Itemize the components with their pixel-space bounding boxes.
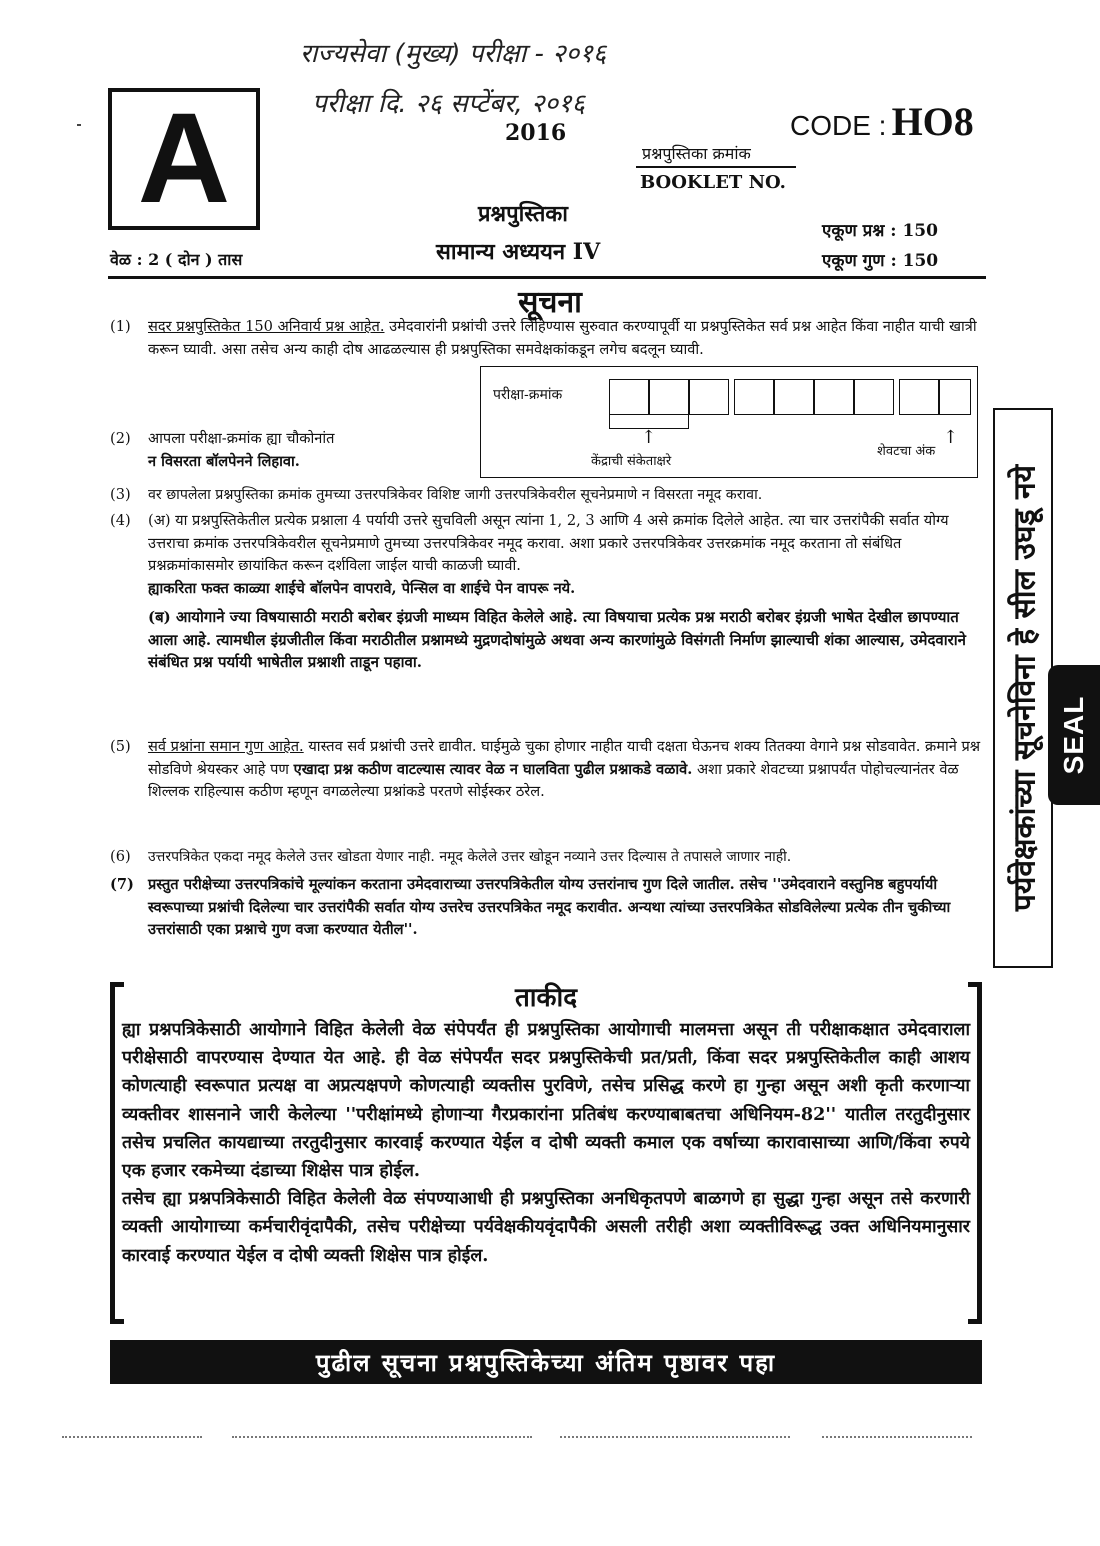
instruction-6-text: उत्तरपत्रिकेत एकदा नमूद केलेले उत्तर खोडता येणार नाही. नमूद केलेले उत्तर खोडून नव्याने उत्तर दिल्यास ते तपासले जाणार नाही.	[148, 849, 792, 865]
footer-text: पुढील सूचना प्रश्नपुस्तिकेच्या अंतिम पृष्ठावर पहा	[315, 1347, 777, 1377]
scan-artifact	[62, 1436, 202, 1438]
instruction-4a-bold: ह्याकरिता फक्त काळ्या शाईचे बॉलपेन वापरावे, पेन्सिल वा शाईचे पेन वापरू नये.	[148, 579, 576, 597]
instruction-6-number: (6)	[110, 848, 131, 865]
seal-warning-box	[993, 408, 1053, 968]
subject-title: सामान्य अध्ययन IV	[436, 239, 601, 265]
roll-number-label: परीक्षा-क्रमांक	[493, 387, 563, 403]
instruction-1-text: उमेदवारांनी प्रश्नांची उत्तरे लिहिण्यास सुरुवात करण्यापूर्वी या प्रश्नपुस्तिकेत सर्व प्रश्न आहेत किंवा नाहीत याची खात्री करून घ्यावी. असा तसेच अन्य काही दोष आढळल्यास ही प्रश्नपुस्तिका समवेक्षकांकडून लगेच बदलून घ्यावी.	[148, 318, 977, 358]
set-letter-box	[108, 88, 260, 230]
scan-artifact	[232, 1436, 532, 1438]
total-questions: एकूण प्रश्न : 150	[822, 221, 938, 241]
booklet-number-line	[636, 166, 796, 168]
instruction-1-underlined: सदर प्रश्नपुस्तिकेत 150 अनिवार्य प्रश्न आहेत.	[148, 318, 385, 335]
instruction-4	[110, 510, 986, 720]
scan-artifact	[560, 1436, 790, 1438]
instruction-7	[110, 874, 986, 974]
instruction-3-number: (3)	[110, 486, 131, 503]
roll-digit-cell[interactable]	[609, 379, 649, 415]
header-rule	[108, 276, 986, 279]
instruction-2-line-2: न विसरता बॉलपेनने लिहावा.	[148, 452, 300, 470]
booklet-title: प्रश्नपुस्तिका	[478, 201, 568, 227]
set-letter: A	[137, 87, 231, 230]
roll-digit-cell[interactable]	[689, 379, 729, 415]
instruction-5-number: (5)	[110, 738, 131, 755]
roll-digit-cell[interactable]	[774, 379, 814, 415]
seal-label: SEAL	[1058, 695, 1089, 775]
warning-body	[122, 1016, 970, 1270]
code-value: HO8	[891, 99, 974, 144]
footer-bar	[110, 1340, 982, 1384]
instruction-2-number: (2)	[110, 430, 131, 447]
handwritten-exam-name: राज्यसेवा (मुख्य) परीक्षा - २०१६	[300, 39, 607, 69]
booklet-code	[790, 98, 974, 145]
exam-year: 2016	[505, 120, 567, 146]
booklet-number-label-marathi: प्रश्नपुस्तिका क्रमांक	[642, 144, 751, 163]
code-label: CODE :	[790, 110, 887, 141]
center-code-arrow: ↑	[641, 427, 657, 448]
last-digit-label: शेवटचा अंक	[877, 444, 936, 459]
scan-mark	[77, 124, 81, 126]
roll-digit-cell[interactable]	[939, 379, 971, 415]
warning-bracket-right	[968, 982, 982, 1324]
roll-digit-cell[interactable]	[734, 379, 774, 415]
center-code-label: केंद्राची संकेताक्षरे	[591, 454, 672, 469]
exam-duration: वेळ : 2 ( दोन ) तास	[110, 250, 243, 269]
instruction-5-underlined: सर्व प्रश्नांना समान गुण आहेत.	[148, 738, 304, 755]
seal-warning-text: पर्यवेक्षकांच्या सूचनेविना हे सील उघडू नये	[1007, 464, 1043, 912]
instruction-3	[110, 484, 986, 508]
roll-digit-cell[interactable]	[899, 379, 939, 415]
instruction-1-number: (1)	[110, 318, 131, 335]
instruction-5-rest: अशा प्रकारे शेवटच्या प्रश्नापर्यंत पोहोचल्यानंतर वेळ शिल्लक राहिल्यास कठीण म्हणून वगळलेल्या प्रश्नांकडे परतणे सोईस्कर ठरेल.	[148, 760, 959, 800]
instruction-4-number: (4)	[110, 512, 131, 529]
instruction-4a-text: (अ) या प्रश्नपुस्तिकेतील प्रत्येक प्रश्नाला 4 पर्यायी उत्तरे सुचविली असून त्यांना 1, 2, 3 आणि 4 असे क्रमांक दिलेले आहेत. त्या चार उत्तरांपैकी सर्वात योग्य उत्तराचा क्रमांक उत्तरपत्रिकेवरील सूचनेप्रमाणे तुमच्या उत्तरपत्रिकेवर नमूद करावा. अशा प्रकारे उत्तरपत्रिकेवर उत्तरक्रमांक नमूद करताना तो संबंधित प्रश्नक्रमांकासमोर छायांकित करून दर्शविला जाईल याची काळजी घ्यावी.	[148, 512, 949, 574]
instruction-5	[110, 736, 986, 836]
total-marks: एकूण गुण : 150	[822, 251, 939, 271]
roll-digit-cell[interactable]	[854, 379, 894, 415]
instruction-7-number: (7)	[110, 876, 134, 893]
roll-number-box	[480, 366, 978, 478]
instruction-6	[110, 846, 986, 870]
warning-title: ताकीद	[514, 983, 578, 1013]
scan-artifact	[822, 1436, 972, 1438]
instruction-7-text: प्रस्तुत परीक्षेच्या उत्तरपत्रिकांचे मूल्यांकन करताना उमेदवाराच्या उत्तरपत्रिकेतील योग्य उत्तरांनाच गुण दिले जातील. तसेच ''उमेदवाराने वस्तुनिष्ठ बहुपर्यायी स्वरूपाच्या प्रश्नांची दिलेल्या चार उत्तरांपैकी सर्वात योग्य उत्तरेच उत्तरपत्रिकेत नमूद करावीत. अन्यथा त्यांच्या उत्तरपत्रिकेत सोडविलेल्या प्रत्येक तीन चुकीच्या उत्तरांसाठी एका प्रश्नाचे गुण वजा करण्यात येतील''.	[148, 876, 951, 938]
warning-box	[110, 982, 982, 1324]
roll-digit-cell[interactable]	[649, 379, 689, 415]
handwritten-exam-date: परीक्षा दि. २६ सप्टेंबर, २०१६	[312, 89, 586, 119]
instructions-heading: सूचना	[518, 285, 582, 320]
last-digit-arrow: ↑	[943, 427, 959, 448]
instruction-5-text: यास्तव सर्व प्रश्नांची उत्तरे द्यावीत. घाईमुळे चुका होणार नाहीत याची दक्षता घेऊनच शक्य तितक्या वेगाने प्रश्न सोडवावेत. क्रमाने प्रश्न सोडविणे श्रेयस्कर आहे पण	[148, 738, 981, 778]
seal-tab[interactable]	[1048, 665, 1100, 805]
instruction-4b-text: (ब) आयोगाने ज्या विषयासाठी मराठी बरोबर इंग्रजी माध्यम विहित केलेले आहे. त्या विषयाचा प्रत्येक प्रश्न मराठी बरोबर इंग्रजी भाषेत देखील छापण्यात आला आहे. त्यामधील इंग्रजीतील किंवा मराठीतील प्रश्नामध्ये मुद्रणदोषांमुळे अथवा अन्य कारणांमुळे विसंगती निर्माण झाल्याची शंका आल्यास, उमेदवाराने संबंधित प्रश्न पर्यायी भाषेतील प्रश्नाशी ताडून पहावा.	[148, 608, 966, 671]
warning-paragraph-1: ह्या प्रश्नपत्रिकेसाठी आयोगाने विहित केलेली वेळ संपेपर्यंत ही प्रश्नपुस्तिका आयोगाची मालमत्ता असून ती परीक्षाकक्षात उमेदवाराला परीक्षेसाठी वापरण्यास देण्यात येत आहे. ही वेळ संपेपर्यंत सदर प्रश्नपुस्तिकेची प्रत/प्रती, किंवा सदर प्रश्नपुस्तिकेतील काही आशय कोणत्याही स्वरूपात प्रत्यक्ष वा अप्रत्यक्षपणे कोणत्याही व्यक्तीस पुरविणे, तसेच प्रसिद्ध करणे हा गुन्हा असून अशी कृती करणाऱ्या व्यक्तीवर शासनाने जारी केलेल्या ''परीक्षांमध्ये होणाऱ्या गैरप्रकारांना प्रतिबंध करण्याबाबतचा अधिनियम-82'' यातील तरतुदीनुसार तसेच प्रचलित कायद्याच्या तरतुदीनुसार कारवाई करण्यात येईल व दोषी व्यक्ती कमाल एक वर्षाच्या कारावासाच्या आणि/किंवा रुपये एक हजार रकमेच्या दंडाच्या शिक्षेस पात्र होईल.	[122, 1019, 970, 1182]
roll-digit-cell[interactable]	[814, 379, 854, 415]
instruction-2-line-1: आपला परीक्षा-क्रमांक ह्या चौकोनांत	[148, 430, 335, 447]
warning-paragraph-2: तसेच ह्या प्रश्नपत्रिकेसाठी विहित केलेली वेळ संपण्याआधी ही प्रश्नपुस्तिका अनधिकृतपणे बाळगणे हा सुद्धा गुन्हा असून तसे करणारी व्यक्ती आयोगाच्या कर्मचारीवृंदापैकी, तसेच परीक्षेच्या पर्यवेक्षकीयवृंदापैकी असली तरीही अशा व्यक्तीविरूद्ध उक्त अधिनियमानुसार कारवाई करण्यात येईल व दोषी व्यक्ती शिक्षेस पात्र होईल.	[122, 1188, 970, 1266]
instruction-2	[110, 428, 470, 474]
instruction-5-bold: एखादा प्रश्न कठीण वाटल्यास त्यावर वेळ न घालविता पुढील प्रश्नाकडे वळावे.	[293, 760, 693, 778]
instruction-3-text: वर छापलेला प्रश्नपुस्तिका क्रमांक तुमच्या उत्तरपत्रिकेवर विशिष्ट जागी उत्तरपत्रिकेवरील सूचनेप्रमाणे न विसरता नमूद करावा.	[148, 487, 763, 503]
booklet-number-label-english: BOOKLET NO.	[640, 172, 786, 193]
